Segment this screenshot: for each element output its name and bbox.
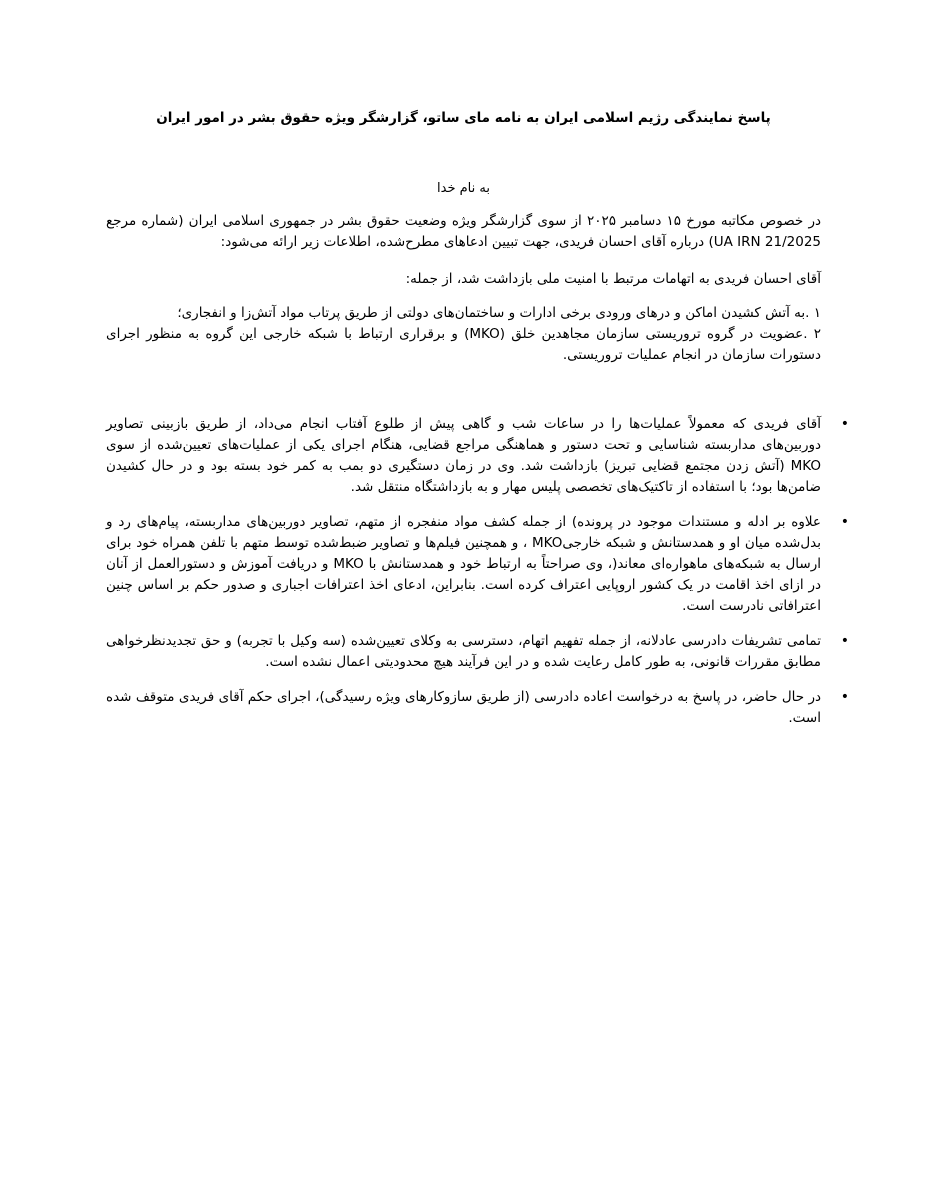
bullet-item-4 (106, 687, 849, 729)
bullet-text: علاوه بر ادله و مستندات موجود در پرونده) از جمله کشف مواد منفجره از متهم، تصاویر دوربین‌های مداربسته، پیام‌های رد و بدل‌شده میان او و همدستانش و شبکه خارجیMKO ، و همچنین فیلم‌ها و تصاویر ضبط‌شده توسط متهم با تلفن همراه خود برای ارسال به شبکه‌های ماهواره‌ای معاند(، وی صراحتاً به ارتباط خود و همدستانش با MKO و دریافت آموزش و دستورالعمل از آنان در ازای اخذ اقامت در یک کشور اروپایی اعتراف کرده است. بنابراین، ادعای اخذ اعترافات اجباری و صدور حکم بر اساس چنین اعترافاتی نادرست است. (106, 514, 822, 614)
intro-paragraph (106, 211, 821, 253)
bullet-icon: • (840, 514, 849, 530)
intro-text: در خصوص مکاتبه مورخ ۱۵ دسامبر ۲۰۲۵ از سوی گزارشگر ویژه وضعیت حقوق بشر در جمهوری اسلامی ایران (شماره مرجع UA IRN 21/2025) درباره آقای احسان فریدی، جهت تبیین ادعاهای مطرح‌شده، اطلاعات زیر ارائه می‌شود: (106, 213, 821, 250)
arrest-paragraph (106, 269, 821, 290)
bullet-text: در حال حاضر، در پاسخ به درخواست اعاده دادرسی (از طریق سازوکارهای ویژه رسیدگی)، اجرای حکم آقای فریدی متوقف شده است. (106, 689, 821, 726)
charge-item-1: ۱ .به آتش کشیدن اماکن و درهای ورودی برخی ادارات و ساختمان‌های دولتی از طریق پرتاب مواد آتش‌زا و انفجاری؛ (177, 305, 821, 321)
charge-item-2: ۲ .عضویت در گروه تروریستی سازمان مجاهدین خلق (MKO) و برقراری ارتباط با شبکه خارجی این گروه به منظور اجرای دستورات سازمان در انجام عملیات تروریستی. (106, 326, 821, 363)
bullet-text: تمامی تشریفات دادرسی عادلانه، از جمله تفهیم اتهام، دسترسی به وکلای تعیین‌شده (سه وکیل با تجربه) و حق تجدیدنظرخواهی مطابق مقررات قانونی، به طور کامل رعایت شده و در این فرآیند هیچ محدودیتی اعمال نشده است. (106, 633, 821, 670)
bullet-icon: • (840, 689, 849, 705)
bullet-icon: • (840, 633, 849, 649)
bullet-item-2 (106, 512, 849, 617)
bullet-icon: • (840, 416, 849, 432)
bullet-text: آقای فریدی که معمولاً عملیات‌ها را در ساعات شب و گاهی پیش از طلوع آفتاب انجام می‌داد، از طریق بازبینی تصاویر دوربین‌های مداربسته شناسایی و تحت دستور و هماهنگی مراجع قضایی، هنگام اجرای یکی از عملیات‌های تعیین‌شده از سوی MKO (آتش زدن مجتمع قضایی تبریز) بازداشت شد. وی در زمان دستگیری دو بمب به کمر خود بسته بود و در حال کشیدن ضامن‌ها بود؛ با استفاده از تاکتیک‌های تخصصی پلیس مهار و به بازداشتگاه منتقل شد. (106, 416, 821, 495)
bullet-list (106, 414, 849, 743)
document-title: پاسخ نمایندگی رژیم اسلامی ایران به نامه مای ساتو، گزارشگر ویژه حقوق بشر در امور ایران (156, 110, 771, 126)
charges-list (106, 303, 821, 366)
arrest-text: آقای احسان فریدی به اتهامات مرتبط با امنیت ملی بازداشت شد، از جمله: (405, 271, 821, 287)
bullet-item-3 (106, 631, 849, 673)
salutation: به نام خدا (437, 181, 490, 196)
bullet-item-1 (106, 414, 849, 498)
